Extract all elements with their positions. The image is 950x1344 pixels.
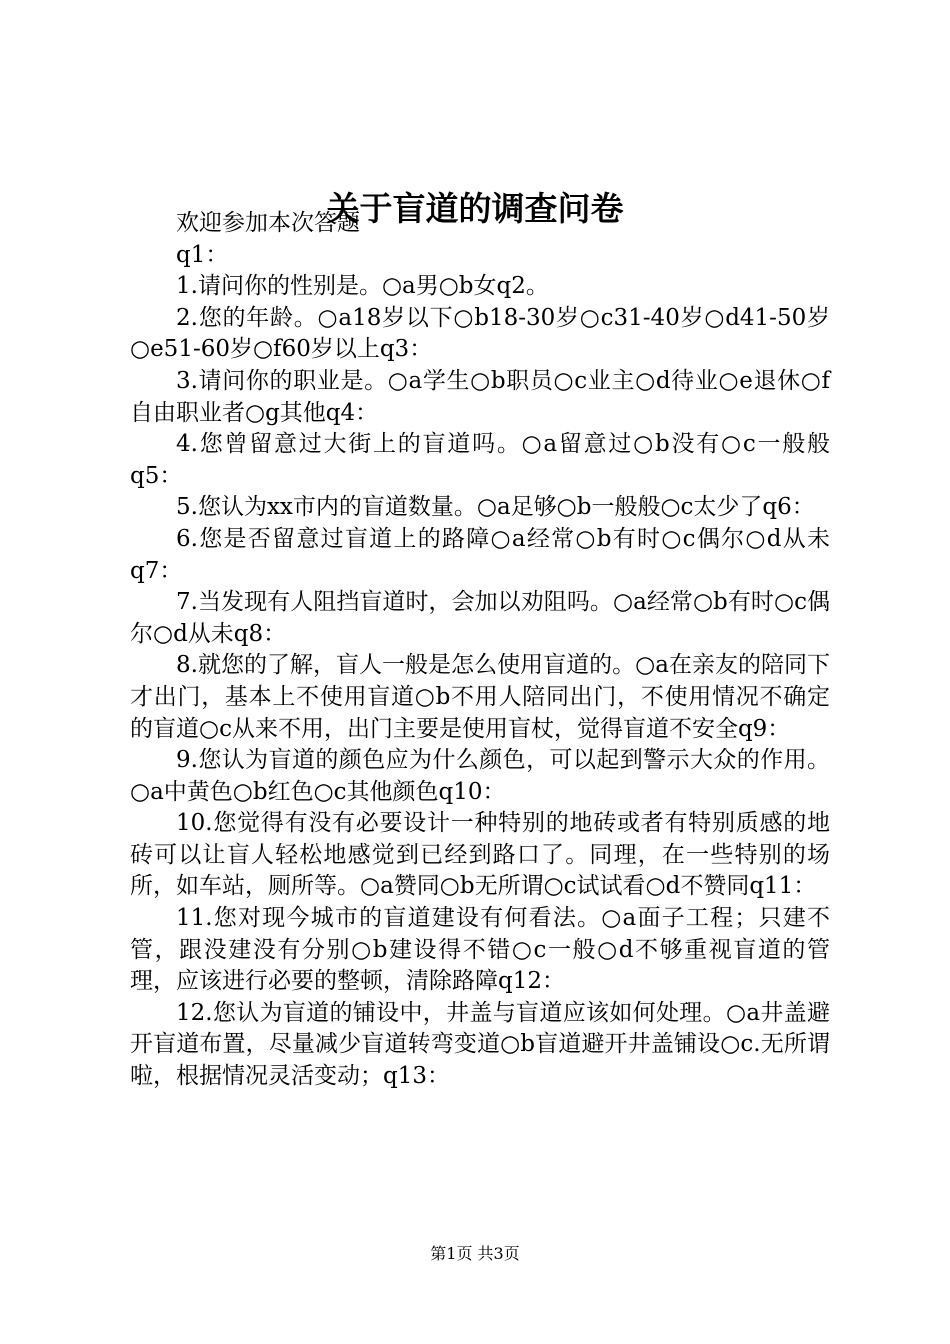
paragraph-question-2: 2.您的年龄。○a18岁以下○b18-30岁○c31-40岁○d41-50岁○e51-60岁○f60岁以上q3：	[130, 304, 830, 363]
paragraph-question-9: 9.您认为盲道的颜色应为什么颜色，可以起到警示大众的作用。○a中黄色○b红色○c其他颜色q10：	[130, 747, 830, 805]
paragraph-question-7: 7.当发现有人阻挡盲道时，会加以劝阻吗。○a经常○b有时○c偶尔○d从未q8：	[130, 589, 830, 647]
paragraph-q1-label: q1：	[176, 241, 229, 268]
paragraph-question-12: 12.您认为盲道的铺设中，井盖与盲道应该如何处理。○a井盖避开盲道布置，尽量减少盲道转弯变道○b盲道避开井盖铺设○c.无所谓啦，根据情况灵活变动；q13：	[130, 999, 830, 1090]
page-footer: 第1页 共3页	[430, 1244, 520, 1263]
paragraph-question-11: 11.您对现今城市的盲道建设有何看法。○a面子工程；只建不管，跟没建没有分别○b建设得不错○c一般○d不够重视盲道的管理，应该进行必要的整顿，清除路障q12：	[130, 905, 830, 995]
paragraph-question-6: 6.您是否留意过盲道上的路障○a经常○b有时○c偶尔○d从未q7：	[130, 525, 830, 584]
document-body	[130, 208, 830, 1093]
paragraph-question-5: 5.您认为xx市内的盲道数量。○a足够○b一般般○c太少了q6：	[176, 494, 815, 521]
document-title: 关于盲道的调查问卷	[326, 189, 624, 228]
paragraph-question-1: 1.请问你的性别是。○a男○b女q2。	[176, 273, 549, 300]
paragraph-question-4: 4.您曾留意过大街上的盲道吗。○a留意过○b没有○c一般般q5：	[130, 431, 830, 489]
paragraph-question-3: 3.请问你的职业是。○a学生○b职员○c业主○d待业○e退休○f自由职业者○g其他q4：	[130, 367, 830, 426]
paragraph-question-8: 8.就您的了解，盲人一般是怎么使用盲道的。○a在亲友的陪同下才出门，基本上不使用盲道○b不用人陪同出门，不使用情况不确定的盲道○c从来不用，出门主要是使用盲杖，觉得盲道不安全q9：	[130, 652, 830, 742]
paragraph-intro: 欢迎参加本次答题	[176, 210, 360, 236]
paragraph-question-10: 10.您觉得有没有必要设计一种特别的地砖或者有特别质感的地砖可以让盲人轻松地感觉到已经到路口了。同理，在一些特别的场所，如车站，厕所等。○a赞同○b无所谓○c试试看○d不赞同q11：	[130, 810, 830, 900]
